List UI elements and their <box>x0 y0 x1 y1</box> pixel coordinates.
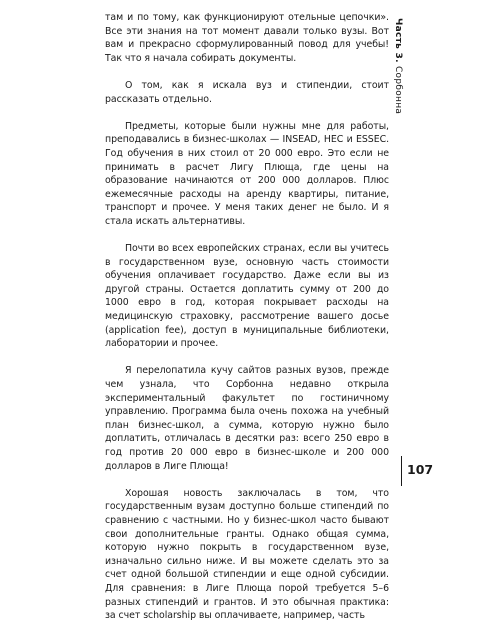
running-head <box>393 18 403 114</box>
paragraph: Предметы, которые были нужны мне для работы, преподавались в бизнес-школах — INSEAD, HEC и ESSEC. Год обучения в них стоил от 20 000 евро. Это если не принимать в расчет Лигу Плюща, где цены на образование начинаются от 200 000 долларов. Плюс ежемесячные расходы на аренду квартиры, питание, транспорт и прочее. У меня таких денег не было. И я стала искать альтернативы. <box>105 120 389 227</box>
running-head-part: Часть 3. <box>393 18 403 63</box>
paragraph: Почти во всех европейских странах, если вы учитесь в государственном вузе, основную часть стоимости обучения оплачивает государство. Даже если вы из другой страны. Остается доплатить сумму от 200 до 1000 евро в год, которая покрывает расходы на медицинскую страховку, рассмотрение вашего досье (application fee), доступ в муниципальные библиотеки, лаборатории и прочее. <box>105 243 389 350</box>
paragraph: Хорошая новость заключалась в том, что государственным вузам доступно больше стипендий по сравнению с частными. Но у бизнес-школ часто бывают свои дополнительные гранты. Однако общая сумма, которую нужно покрыть в государственном вузе, изначально сильно ниже. И вы можете сделать это за счет одной большой стипендии и еще одной субсидии. Для сравнения: в Лиге Плюща порой требуется 5–6 разных стипендий и грантов. И это обычная практика: за счет scholarship вы оплачиваете, например, часть <box>105 487 389 622</box>
paragraph: Я перелопатила кучу сайтов разных вузов, прежде чем узнала, что Сорбонна недавно открыла экспериментальный факультет по гостиничному управлению. Программа была очень похожа на учебный план бизнес-школ, а сумма, которую нужно было доплатить, отличалась в десятки раз: всего 250 евро в год против 20 000 евро в бизнес-школе и 200 000 долларов в Лиге Плюща! <box>105 365 389 472</box>
paragraph-continued: там и по тому, как функционируют отельные цепочки». Все эти знания на тот момент давали только вузы. Вот вам и прекрасно сформулированный повод для учебы! Так что я начала собирать документы. <box>105 12 389 64</box>
running-head-title: Сорбонна <box>393 62 403 115</box>
body-text <box>105 11 389 636</box>
paragraph: О том, как я искала вуз и стипендии, стоит рассказать отдельно. <box>105 79 389 105</box>
folio-divider <box>401 456 402 486</box>
page-number: 107 <box>407 462 434 477</box>
